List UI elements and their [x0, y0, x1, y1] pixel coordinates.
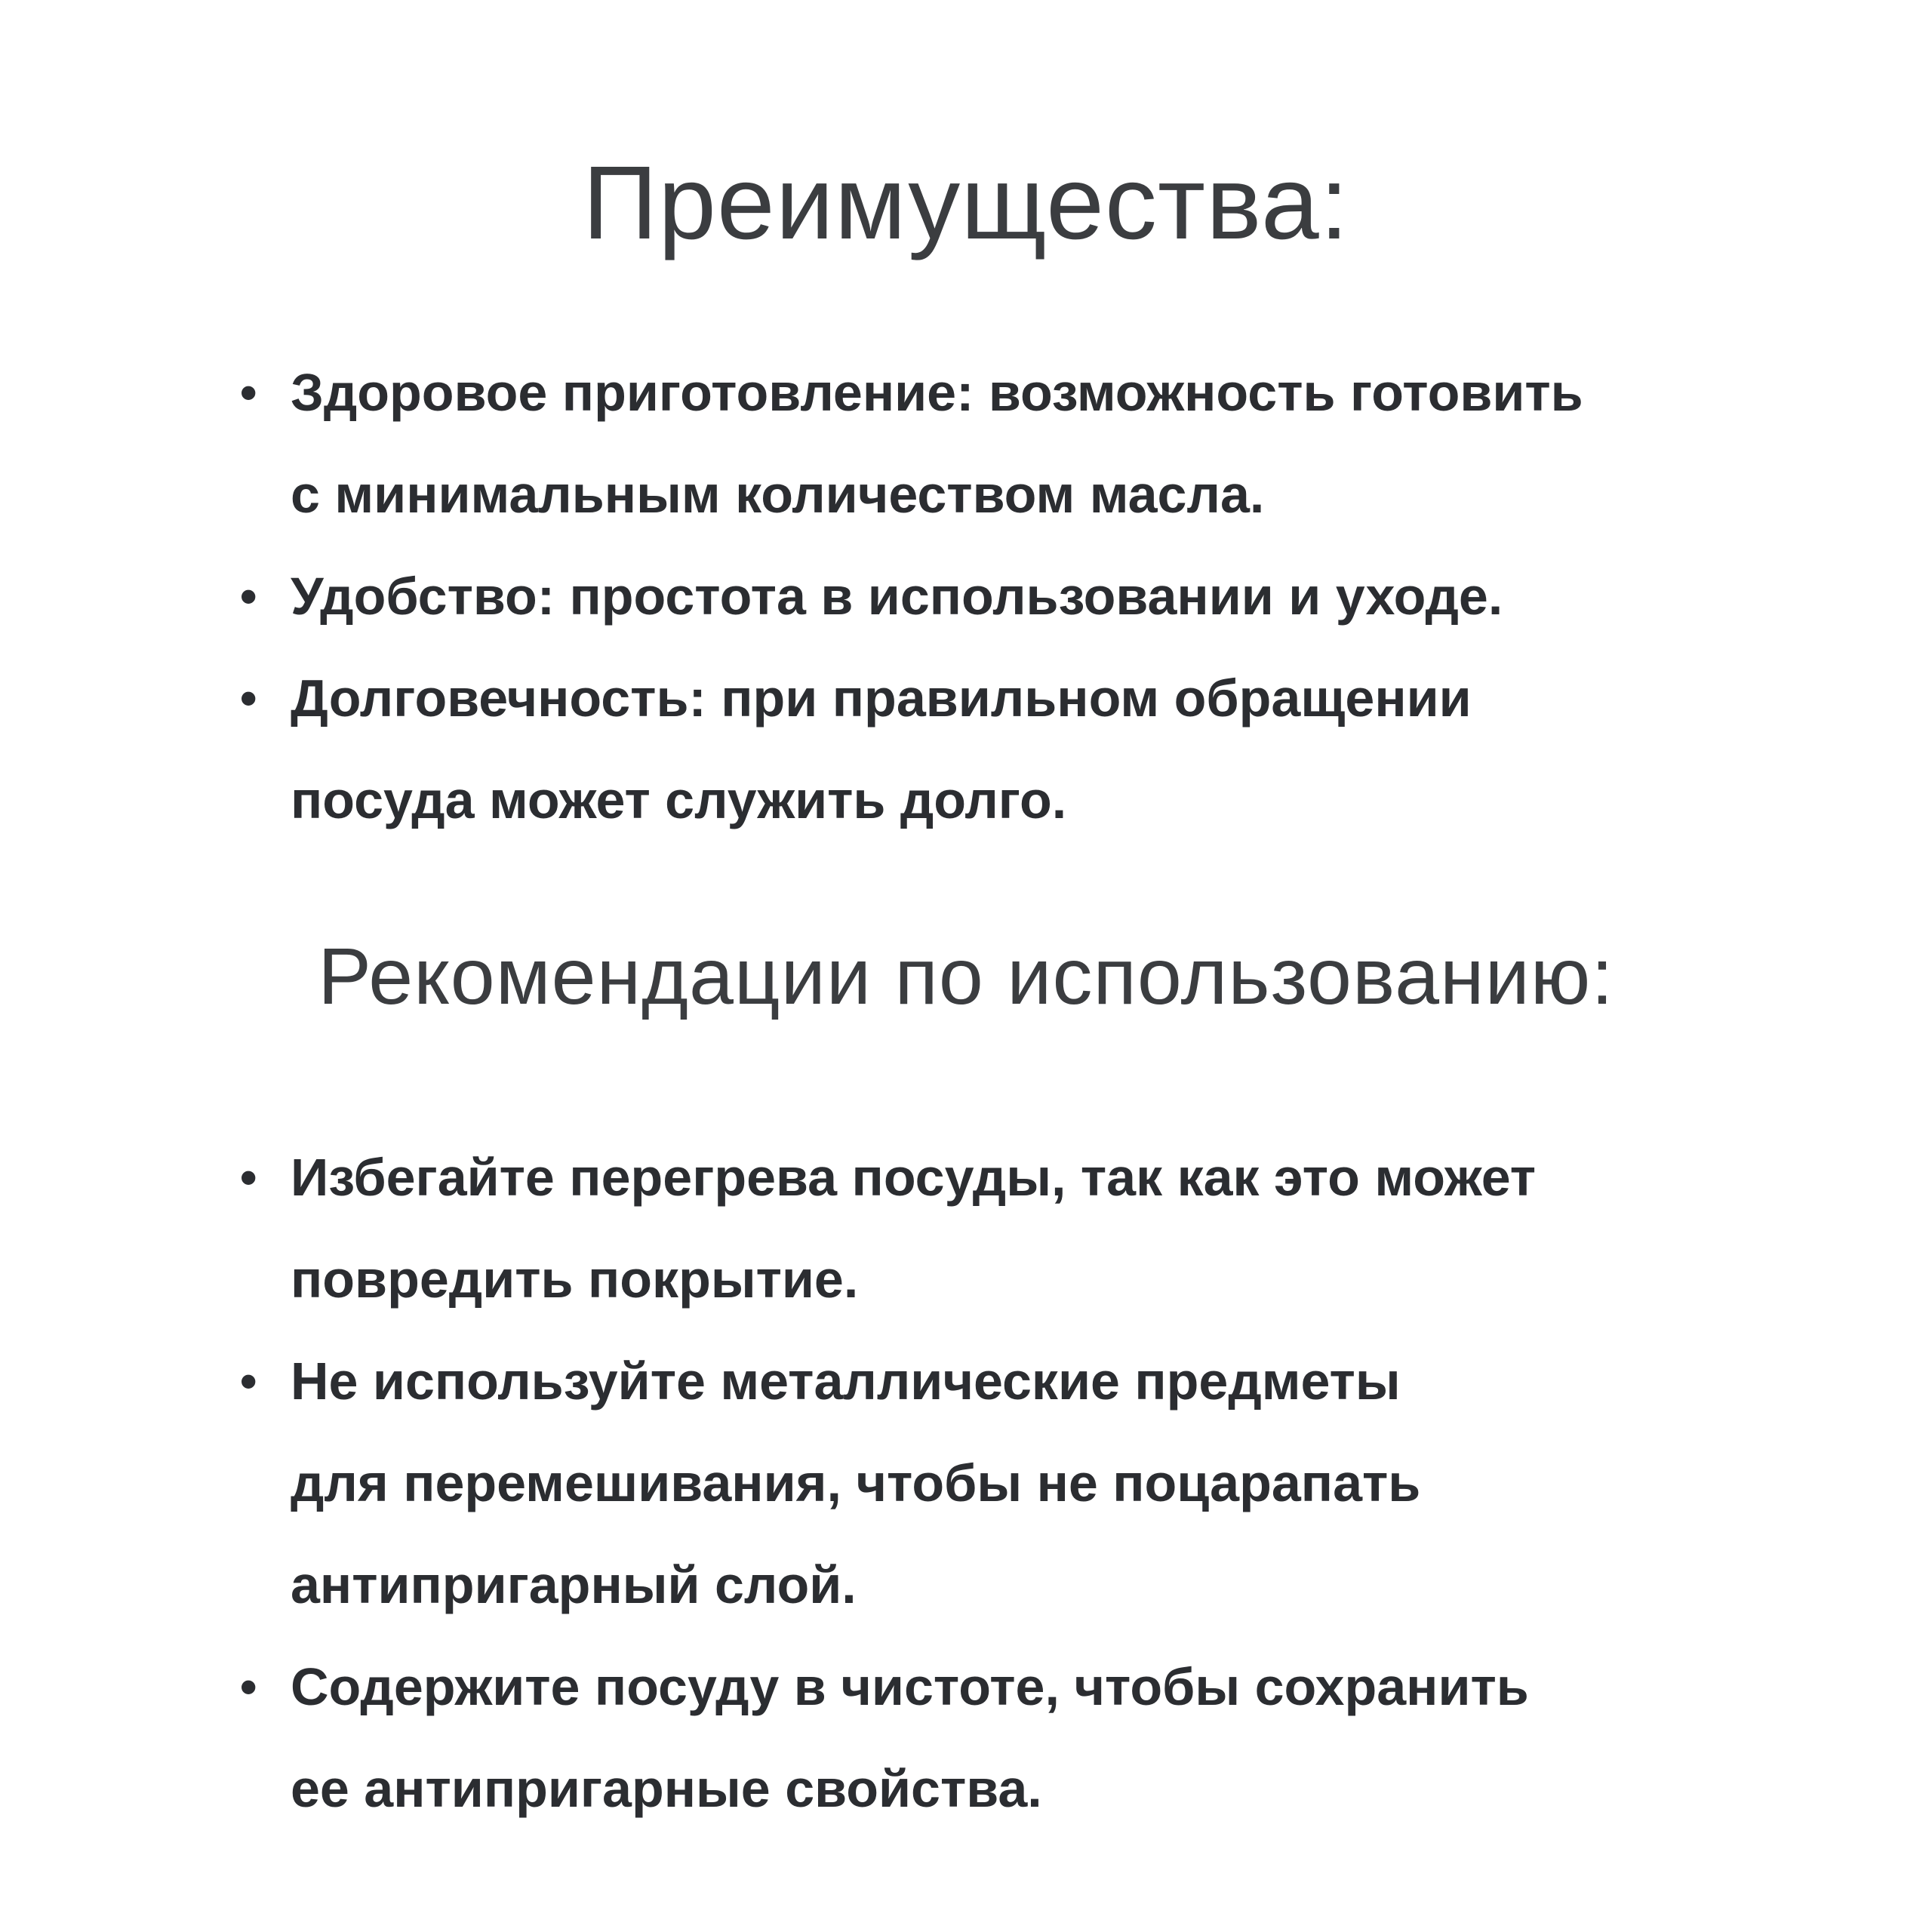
list-item-line: Содержите посуду в чистоте, чтобы сохранить	[291, 1657, 1529, 1716]
list-item-line: Здоровое приготовление: возможность готовить	[291, 363, 1583, 422]
bullet-icon: •	[240, 1660, 257, 1714]
bullet-icon: •	[240, 569, 257, 623]
bullet-icon: •	[240, 671, 257, 725]
advantages-section	[0, 0, 1932, 851]
list-item-line: для перемешивания, чтобы не поцарапать	[291, 1454, 1421, 1512]
list-item	[240, 1127, 1758, 1331]
list-item-line: антипригарный слой.	[291, 1555, 857, 1614]
list-item-line: посуда может служить долго.	[291, 771, 1067, 829]
recommendations-title: Рекомендации по использованию:	[318, 932, 1614, 1021]
list-item	[240, 1331, 1758, 1636]
recommendations-section	[0, 932, 1932, 1840]
advantages-list	[0, 342, 1932, 851]
list-item	[240, 546, 1758, 648]
list-item-line: повредить покрытие.	[291, 1250, 859, 1309]
list-item-line: Не используйте металлические предметы	[291, 1352, 1401, 1411]
list-item	[240, 648, 1758, 851]
recommendations-list	[0, 1127, 1932, 1840]
bullet-icon: •	[240, 1150, 257, 1204]
bullet-icon: •	[240, 365, 257, 420]
advantages-title: Преимущества:	[583, 145, 1349, 261]
bullet-icon: •	[240, 1354, 257, 1408]
list-item-line: ее антипригарные свойства.	[291, 1759, 1042, 1818]
list-item-line: Долговечность: при правильном обращении	[291, 669, 1472, 728]
list-item	[240, 342, 1758, 546]
list-item-line: Избегайте перегрева посуды, так как это может	[291, 1148, 1537, 1207]
list-item	[240, 1636, 1758, 1840]
list-item-line: Удобство: простота в использовании и уходе.	[291, 567, 1503, 626]
list-item-line: с минимальным количеством масла.	[291, 465, 1265, 524]
